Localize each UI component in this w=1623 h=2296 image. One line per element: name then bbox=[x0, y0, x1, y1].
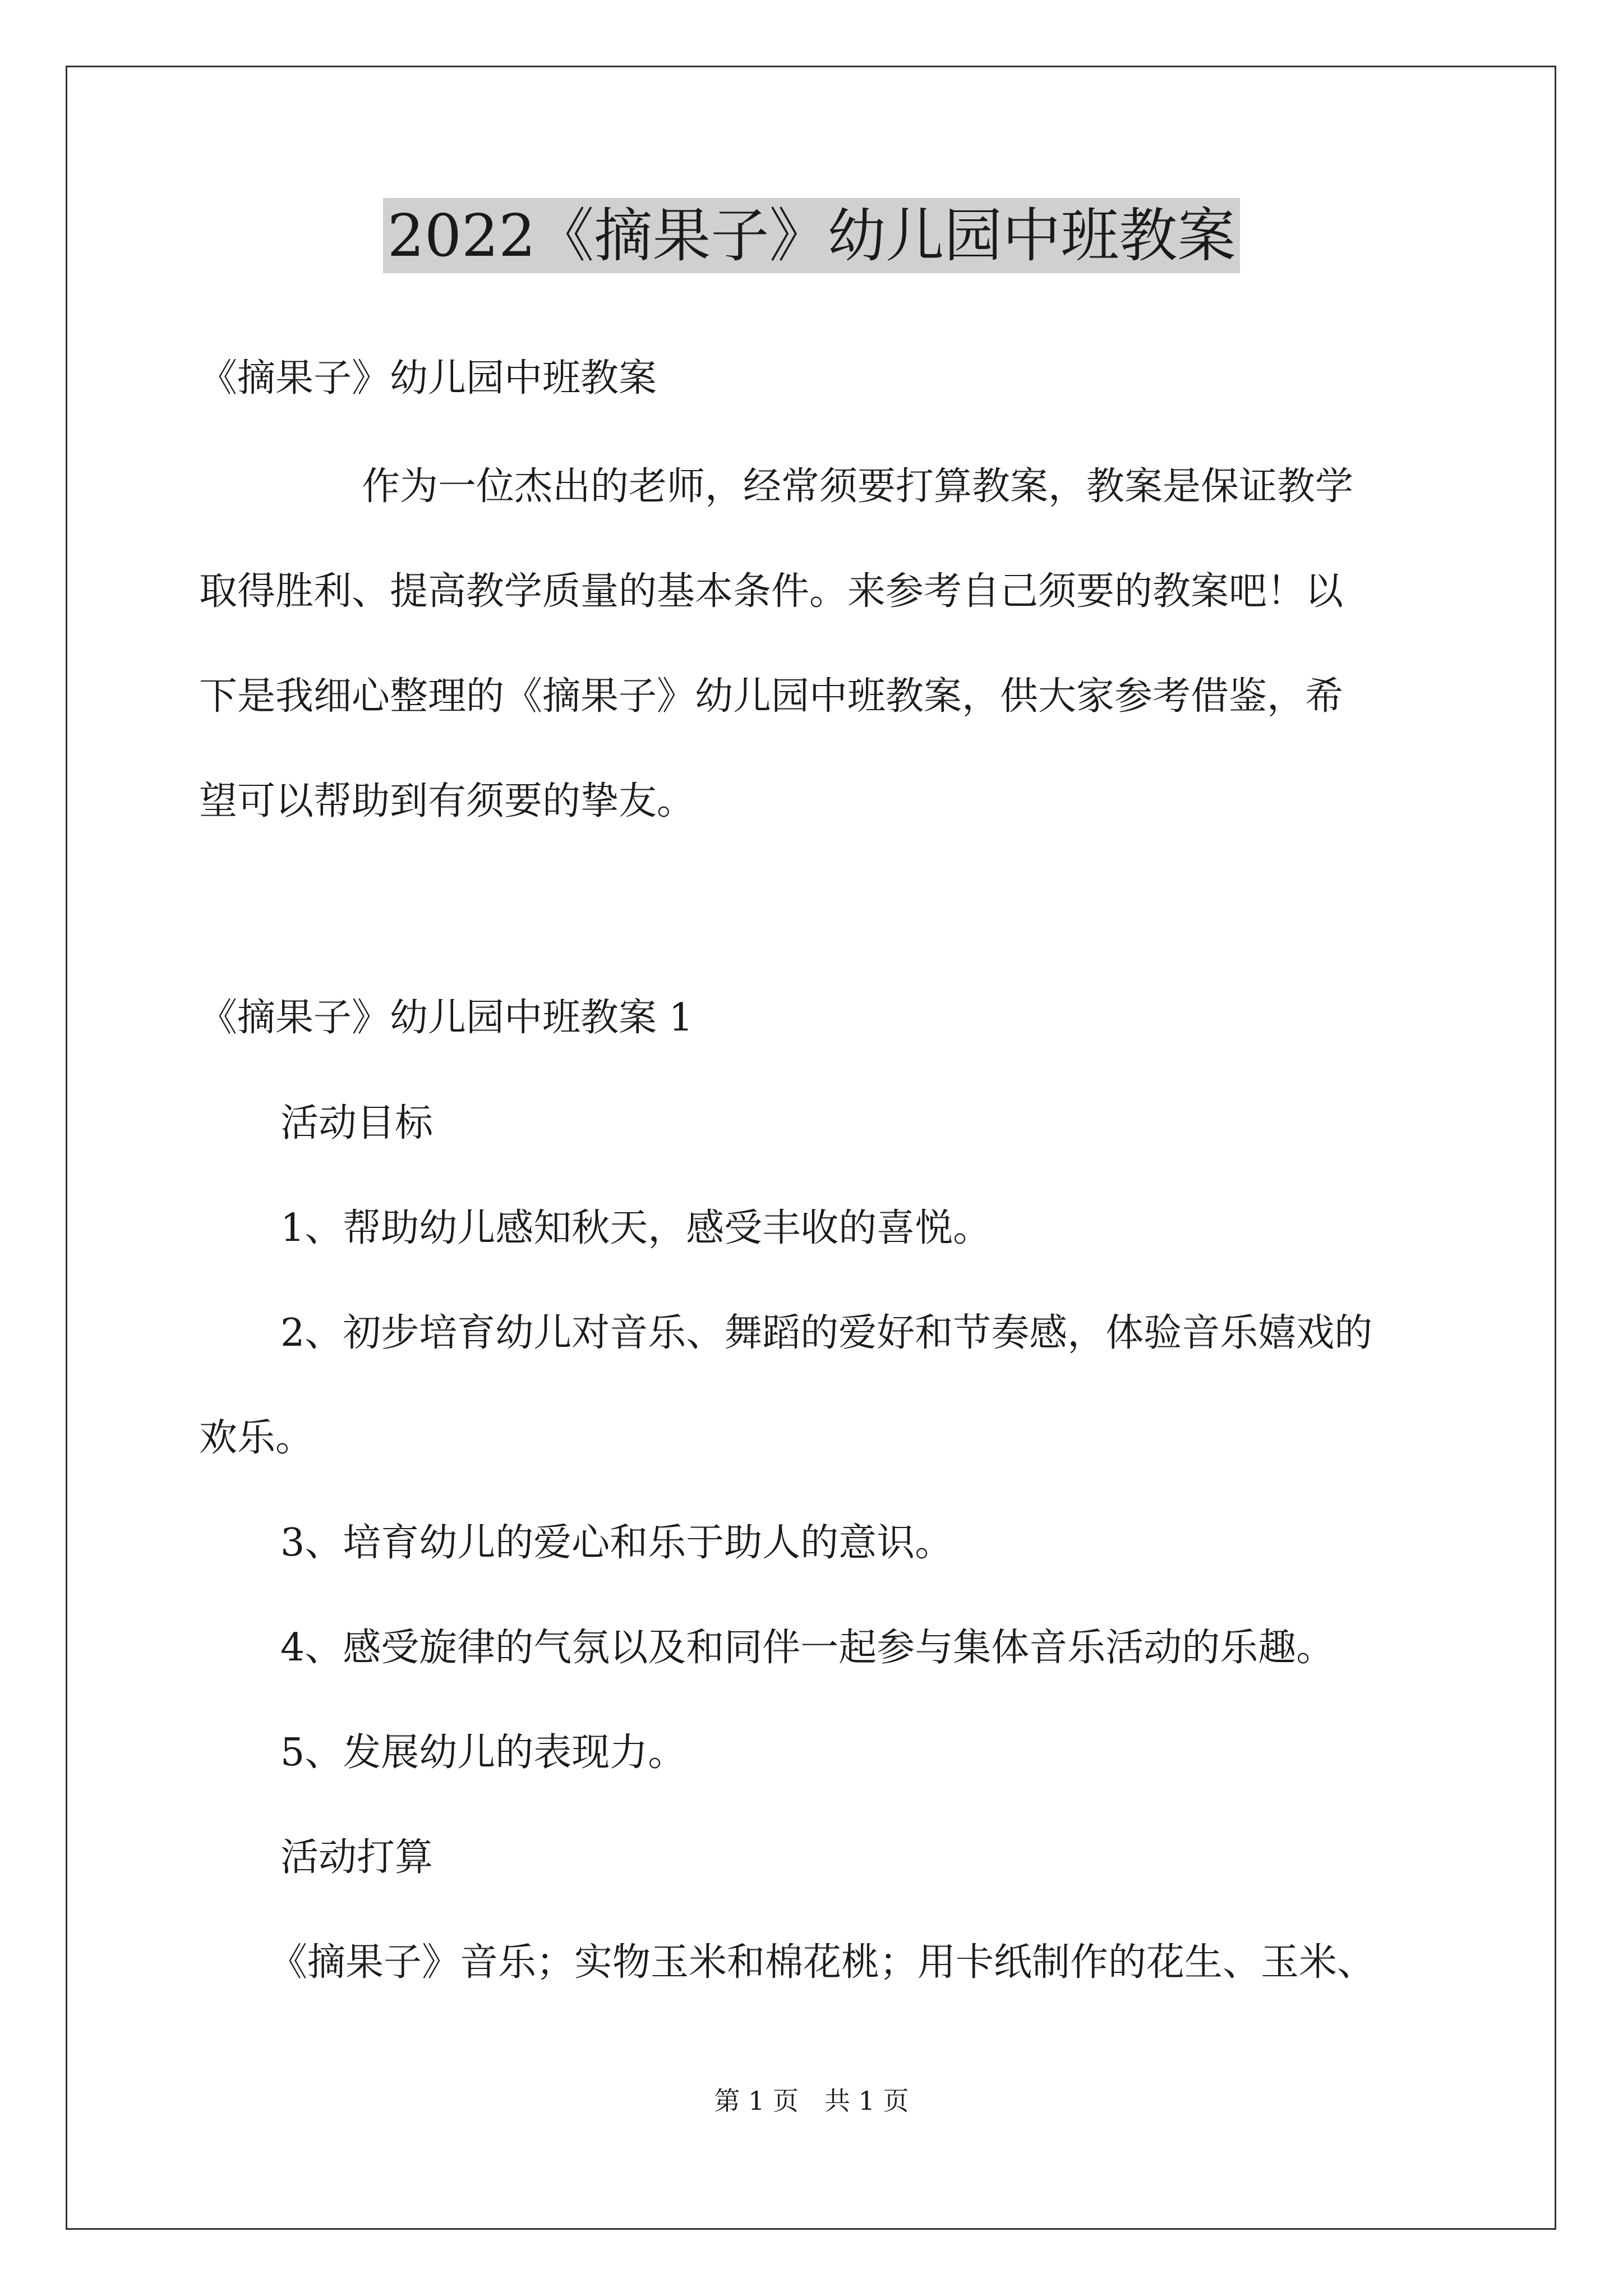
document-title bbox=[0, 196, 1623, 275]
intro-line-3: 下是我细心整理的《摘果子》幼儿园中班教案，供大家参考借鉴，希 bbox=[199, 674, 1344, 719]
goals-heading: 活动目标 bbox=[280, 1101, 434, 1145]
intro-line-2: 取得胜利、提高教学质量的基本条件。来参考自己须要的教案吧！以 bbox=[199, 569, 1344, 614]
goal-2-line-2: 欢乐。 bbox=[199, 1416, 314, 1460]
document-subtitle: 《摘果子》幼儿园中班教案 bbox=[199, 356, 657, 401]
prep-heading: 活动打算 bbox=[280, 1835, 434, 1880]
goal-2-line-1: 2、初步培育幼儿对音乐、舞蹈的爱好和节奏感，体验音乐嬉戏的 bbox=[280, 1311, 1373, 1355]
intro-line-1: 作为一位杰出的老师，经常须要打算教案，教案是保证教学 bbox=[362, 464, 1354, 509]
goal-1: 1、帮助幼儿感知秋天，感受丰收的喜悦。 bbox=[280, 1206, 992, 1250]
goal-5: 5、发展幼儿的表现力。 bbox=[280, 1731, 686, 1775]
page-footer: 第 1 页 共 1 页 bbox=[714, 2086, 909, 2116]
intro-line-4: 望可以帮助到有须要的挚友。 bbox=[199, 779, 695, 823]
document-title-text: 2022《摘果子》幼儿园中班教案 bbox=[383, 198, 1241, 273]
goal-4: 4、感受旋律的气氛以及和同伴一起参与集体音乐活动的乐趣。 bbox=[280, 1626, 1335, 1670]
prep-line-1: 《摘果子》音乐；实物玉米和棉花桃；用卡纸制作的花生、玉米、 bbox=[269, 1940, 1376, 1985]
goal-3: 3、培育幼儿的爱心和乐于助人的意识。 bbox=[280, 1521, 953, 1565]
section-title: 《摘果子》幼儿园中班教案 1 bbox=[199, 996, 693, 1040]
